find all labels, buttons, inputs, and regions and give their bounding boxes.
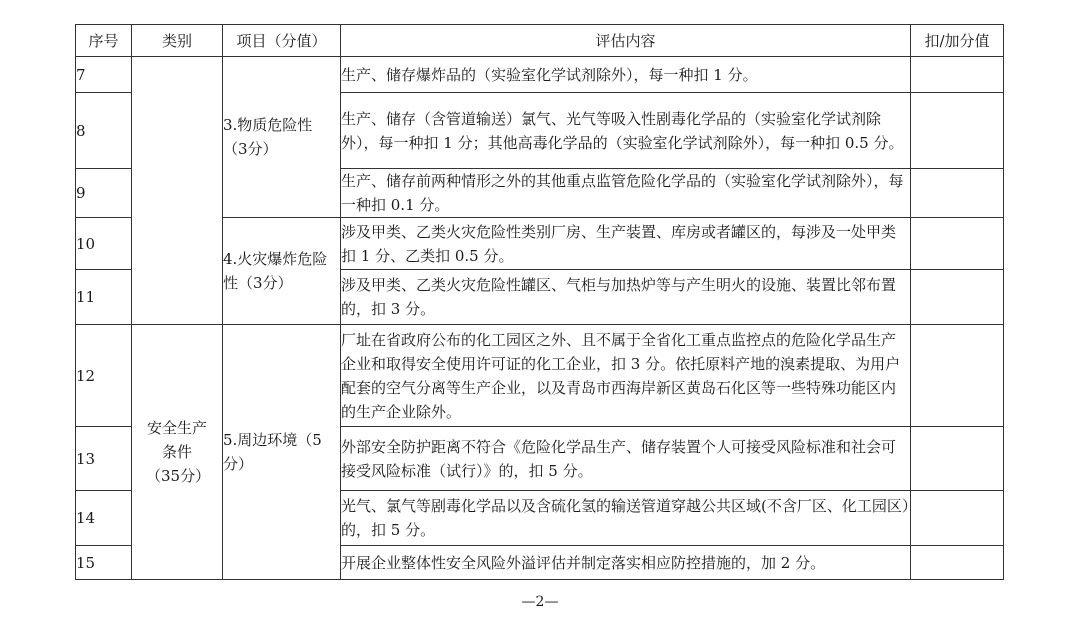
header-score: 扣/加分值	[911, 25, 1004, 57]
row-content: 厂址在省政府公布的化工园区之外、且不属于全省化工重点监控点的危险化学品生产企业和取得安全使用许可证的化工企业，扣 3 分。依托原料产地的溴素提取、为用户配套的空气分离等生产企业，以及青岛市西海岸新区黄岛石化区等一些特殊功能区内的生产企业除外。	[341, 325, 911, 427]
item-label: 5.周边环境（5分）	[223, 431, 322, 473]
table-header-row	[76, 25, 1004, 57]
table-row	[76, 57, 1004, 93]
header-category: 类别	[132, 25, 223, 57]
item-substance-hazard	[223, 57, 341, 218]
item-label: 4.火灾爆炸危险性（3分）	[223, 250, 328, 292]
header-content: 评估内容	[341, 25, 911, 57]
row-score	[911, 169, 1004, 218]
row-num: 10	[76, 218, 132, 270]
row-content: 生产、储存爆炸品的（实验室化学试剂除外），每一种扣 1 分。	[341, 57, 911, 93]
row-content: 外部安全防护距离不符合《危险化学品生产、储存装置个人可接受风险标准和社会可接受风险标准（试行）》的，扣 5 分。	[341, 427, 911, 491]
row-num: 15	[76, 546, 132, 580]
item-surroundings	[223, 325, 341, 580]
row-content: 光气、氯气等剧毒化学品以及含硫化氢的输送管道穿越公共区域(不含厂区、化工园区）的，扣 5 分。	[341, 491, 911, 546]
row-score	[911, 427, 1004, 491]
row-content: 生产、储存（含管道输送）氯气、光气等吸入性剧毒化学品的（实验室化学试剂除外），每一种扣 1 分；其他高毒化学品的（实验室化学试剂除外），每一种扣 0.5 分。	[341, 93, 911, 169]
category-label: 安全生产条件（35分）	[146, 419, 211, 485]
row-content: 生产、储存前两种情形之外的其他重点监管危险化学品的（实验室化学试剂除外），每一种扣 0.1 分。	[341, 169, 911, 218]
row-score	[911, 218, 1004, 270]
table-row	[76, 325, 1004, 427]
row-score	[911, 546, 1004, 580]
category-safety-conditions	[132, 325, 223, 580]
row-score	[911, 270, 1004, 325]
row-num: 13	[76, 427, 132, 491]
header-num: 序号	[76, 25, 132, 57]
row-score	[911, 93, 1004, 169]
row-score	[911, 491, 1004, 546]
row-num: 7	[76, 57, 132, 93]
row-num: 9	[76, 169, 132, 218]
row-num: 8	[76, 93, 132, 169]
row-content: 涉及甲类、乙类火灾危险性类别厂房、生产装置、库房或者罐区的，每涉及一处甲类扣 1 分、乙类扣 0.5 分。	[341, 218, 911, 270]
item-fire-hazard	[223, 218, 341, 325]
category-cell-empty	[132, 57, 223, 325]
row-content: 开展企业整体性安全风险外溢评估并制定落实相应防控措施的，加 2 分。	[341, 546, 911, 580]
header-item: 项目（分值）	[223, 25, 341, 57]
row-score	[911, 57, 1004, 93]
row-num: 14	[76, 491, 132, 546]
item-label: 3.物质危险性（3分）	[223, 116, 313, 158]
row-num: 12	[76, 325, 132, 427]
row-content: 涉及甲类、乙类火灾危险性罐区、气柜与加热炉等与产生明火的设施、装置比邻布置的，扣 3 分。	[341, 270, 911, 325]
evaluation-table	[75, 24, 1004, 580]
row-score	[911, 325, 1004, 427]
page-number: —2—	[521, 594, 559, 610]
row-num: 11	[76, 270, 132, 325]
